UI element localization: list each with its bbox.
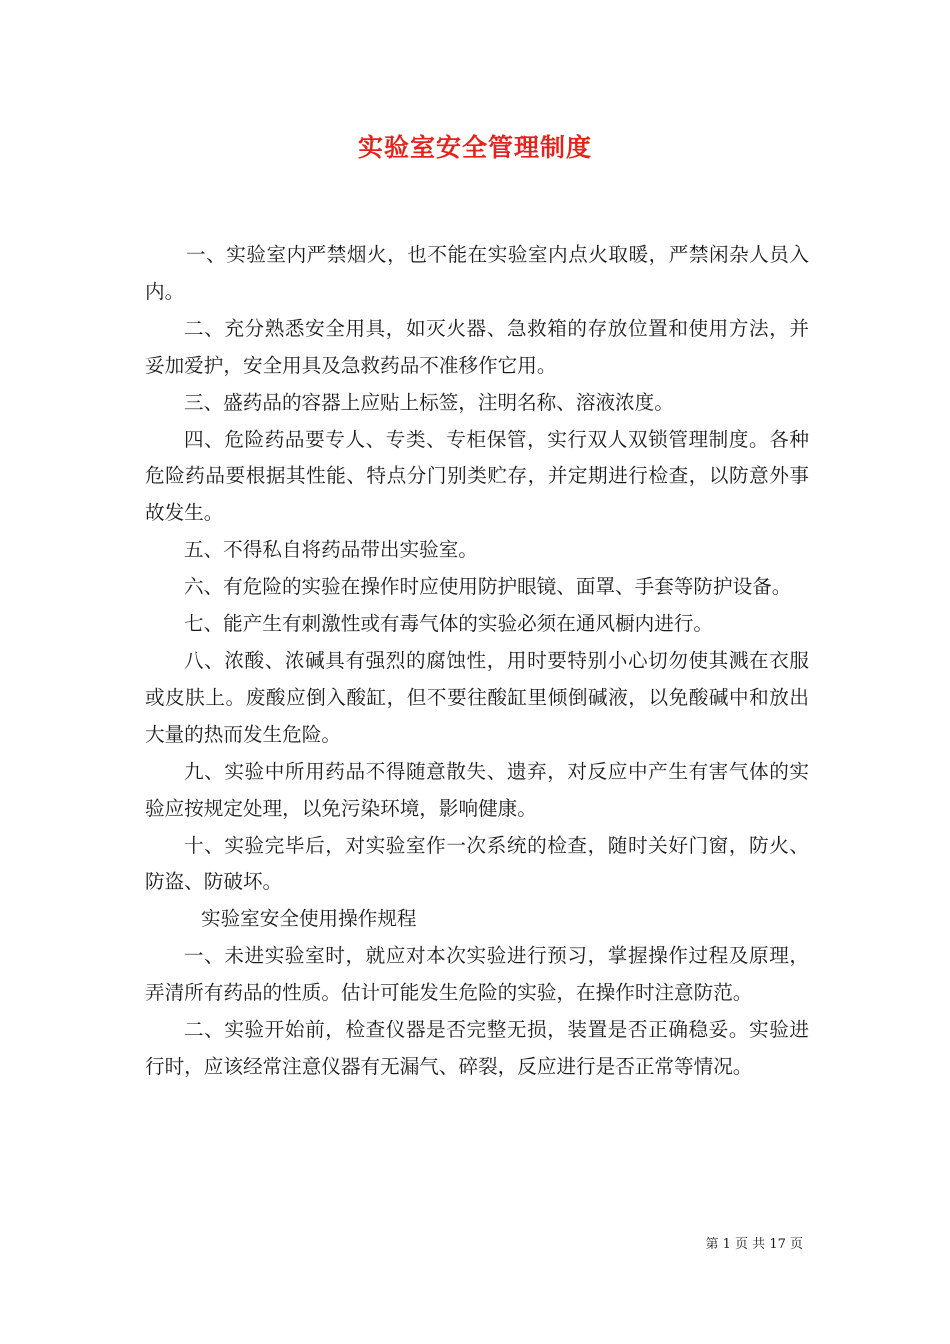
- paragraph-5: 五、不得私自将药品带出实验室。: [184, 538, 478, 562]
- page-title: 实验室安全管理制度: [357, 133, 592, 162]
- document-body: [145, 237, 809, 1086]
- paragraph-6: 六、有危险的实验在操作时应使用防护眼镜、面罩、手套等防护设备。: [184, 575, 792, 599]
- section2-paragraph-1: 一、未进实验室时，就应对本次实验进行预习，掌握操作过程及原理，弄清所有药品的性质。估计可能发生危险的实验，在操作时注意防范。: [145, 944, 809, 1005]
- paragraph-8: 八、浓酸、浓碱具有强烈的腐蚀性，用时要特别小心切勿使其溅在衣服或皮肤上。废酸应倒入酸缸，但不要往酸缸里倾倒碱液，以免酸碱中和放出大量的热而发生危险。: [145, 648, 809, 746]
- section-heading: 实验室安全使用操作规程: [201, 907, 417, 931]
- paragraph-1: 一、实验室内严禁烟火，也不能在实验室内点火取暖，严禁闲杂人员入内。: [145, 243, 809, 303]
- paragraph-2: 二、充分熟悉安全用具，如灭火器、急救箱的存放位置和使用方法，并妥加爱护，安全用具及急救药品不准移作它用。: [145, 316, 809, 377]
- page-number-footer: 第 1 页 共 17 页: [705, 1237, 803, 1252]
- paragraph-9: 九、实验中所用药品不得随意散失、遗弃，对反应中产生有害气体的实验应按规定处理，以免污染环境，影响健康。: [145, 759, 809, 820]
- paragraph-4: 四、危险药品要专人、专类、专柜保管，实行双人双锁管理制度。各种危险药品要根据其性能、特点分门别类贮存，并定期进行检查，以防意外事故发生。: [145, 427, 809, 525]
- paragraph-7: 七、能产生有刺激性或有毒气体的实验必须在通风橱内进行。: [184, 612, 714, 636]
- paragraph-3: 三、盛药品的容器上应贴上标签，注明名称、溶液浓度。: [184, 390, 674, 414]
- paragraph-10: 十、实验完毕后，对实验室作一次系统的检查，随时关好门窗，防火、防盗、防破坏。: [145, 833, 809, 894]
- section2-paragraph-2: 二、实验开始前，检查仪器是否完整无损，装置是否正确稳妥。实验进行时，应该经常注意仪器有无漏气、碎裂，反应进行是否正常等情况。: [145, 1018, 809, 1078]
